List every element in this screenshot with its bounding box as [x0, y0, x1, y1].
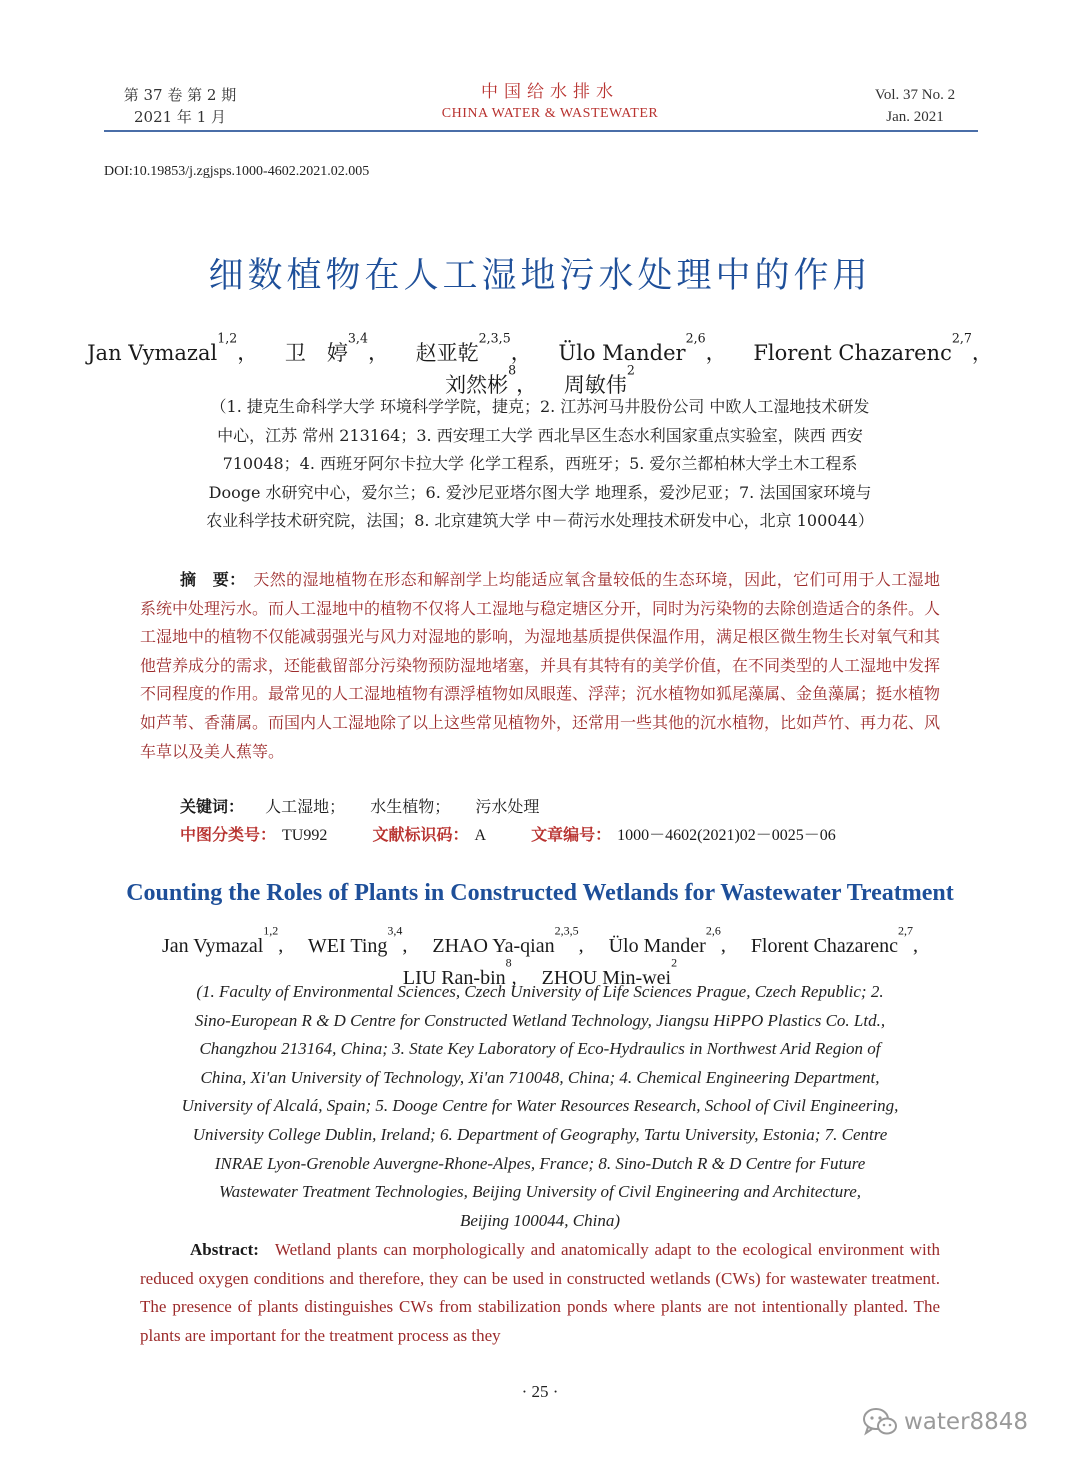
abstract-cn-label: 摘 要：: [180, 570, 246, 589]
keywords: [180, 795, 559, 819]
affiliation-line: Changzhou 213164, China; 3. State Key Laboratory of Eco-Hydraulics in Northwest Arid Region of: [199, 1039, 881, 1059]
journal-name-en: CHINA WATER & WASTEWATER: [441, 106, 659, 121]
author-cn: 卫 婷$^{3,4}$: [284, 330, 368, 365]
author-cn: Florent Chazarenc$^{2,7}$: [753, 330, 972, 365]
author-cn: 赵亚乾$^{2,3,5}$: [415, 330, 511, 365]
keyword: 水生植物；: [370, 797, 451, 816]
author-en: Ülo Mander$^{2,6}$: [608, 923, 721, 957]
affiliation-line: 中心，江苏 常州 213164；3. 西安理工大学 西北旱区生态水利国家重点实验室，陕西 西安: [217, 425, 863, 445]
issue-date: 2021 年 1 月: [133, 108, 227, 126]
affiliations-en: [140, 978, 940, 1235]
author-en: Florent Chazarenc$^{2,7}$: [750, 923, 913, 957]
author-cn: 周敏伟$^2$: [563, 362, 635, 397]
affiliation-line: 农业科学技术研究院，法国；8. 北京建筑大学 中－荷污水处理技术研发中心，北京 100044）: [206, 511, 874, 531]
journal-issue-info: [100, 84, 260, 128]
author-cn: Ülo Mander$^{2,6}$: [558, 330, 706, 365]
abstract-cn: [140, 566, 940, 766]
authors-en-line-2: LIU Ran-bin$^8$, ZHOU Min-wei$^2$: [402, 955, 678, 989]
doi: DOI:10.19853/j.zgjsps.1000-4602.2021.02.005: [104, 164, 370, 179]
affiliation-line: （1. 捷克生命科学大学 环境科学学院，捷克；2. 江苏河马井股份公司 中欧人工湿地技术研发: [210, 397, 870, 416]
author-en: ZHAO Ya-qian$^{2,3,5}$: [432, 923, 579, 957]
volume-date-en: Jan. 2021: [886, 109, 944, 125]
affiliation-line: University of Alcalá, Spain; 5. Dooge Centre for Water Resources Research, School of Civil Engineering,: [181, 1096, 899, 1116]
affiliation-line: University College Dublin, Ireland; 6. Department of Geography, Tartu University, Estonia; 7. Centre: [192, 1124, 888, 1144]
doc-code-label: 文献标识码：: [372, 825, 469, 844]
keyword: 污水处理: [475, 797, 540, 816]
header-divider: [104, 130, 978, 132]
affiliation-line: Dooge 水研究中心，爱尔兰；6. 爱沙尼亚塔尔图大学 地理系，爱沙尼亚；7. 法国国家环境与: [208, 482, 872, 502]
authors-cn-line-2: 刘然彬$^8$， 周敏伟$^2$: [445, 362, 635, 397]
doc-code-value: A: [474, 827, 487, 844]
authors-cn-line-1: Jan Vymazal$^{1,2}$， 卫 婷$^{3,4}$， 赵亚乾$^{2,3,5}$， Ülo Mander$^{2,6}$， Florent Chazarenc$^{2,7}$，: [87, 330, 993, 365]
issue-volume: 第 37 卷 第 2 期: [123, 86, 237, 104]
clc-value: TU992: [282, 827, 328, 844]
keyword: 人工湿地；: [265, 797, 346, 816]
wechat-icon: [862, 1407, 898, 1437]
affiliation-line: 710048；4. 西班牙阿尔卡拉大学 化学工程系，西班牙；5. 爱尔兰都柏林大学土木工程系: [222, 454, 858, 474]
abstract-en: [140, 1236, 940, 1350]
watermark-text: water8848: [904, 1409, 1029, 1435]
abstract-en-text: Wetland plants can morphologically and anatomically adapt to the ecological environment with reduced oxygen conditions and therefore, they can be used in constructed wetlands (CWs) for wastewater treatment. The presence of plants distinguishes CWs from stabilization ponds where plants are not intentionally planted. The plants are important for the treatment process as they: [140, 1240, 940, 1345]
affiliation-line: Sino-European R & D Centre for Constructed Wetland Technology, Jiangsu HiPPO Plastics Co. Ltd.,: [194, 1010, 886, 1030]
article-number-label: 文章编号：: [531, 825, 612, 844]
page-number: · 25 ·: [521, 1382, 559, 1401]
author-en: WEI Ting$^{3,4}$: [307, 923, 403, 957]
author-en: LIU Ran-bin$^8$: [402, 955, 512, 989]
abstract-en-label: Abstract:: [190, 1240, 259, 1259]
author-en: Jan Vymazal$^{1,2}$: [162, 923, 279, 957]
affiliations-cn: [120, 393, 960, 536]
author-cn: 刘然彬$^8$: [445, 362, 517, 397]
author-cn: Jan Vymazal$^{1,2}$: [87, 330, 238, 365]
classification: [180, 823, 876, 848]
title-cn: 细数植物在人工湿地污水处理中的作用: [208, 256, 872, 296]
affiliation-line: Beijing 100044, China): [459, 1210, 621, 1230]
affiliation-line: Wastewater Treatment Technologies, Beijing University of Civil Engineering and Architecture,: [219, 1182, 861, 1202]
affiliation-line: (1. Faculty of Environmental Sciences, Czech University of Life Sciences Prague, Czech Republic; 2.: [196, 982, 884, 1001]
journal-volume-en: [850, 84, 980, 128]
title-en: Counting the Roles of Plants in Constructed Wetlands for Wastewater Treatment: [126, 880, 954, 906]
abstract-cn-text: 天然的湿地植物在形态和解剖学上均能适应氧含量较低的生态环境，因此，它们可用于人工湿地系统中处理污水。而人工湿地中的植物不仅将人工湿地与稳定塘区分开，同时为污染物的去除创造适合的条件。人工湿地中的植物不仅能减弱强光与风力对湿地的影响，为湿地基质提供保温作用，满足根区微生物生长对氧气和其他营养成分的需求，还能截留部分污染物预防湿地堵塞，并具有其特有的美学价值，在不同类型的人工湿地中发挥不同程度的作用。最常见的人工湿地植物有漂浮植物如凤眼莲、浮萍；沉水植物如狐尾藻属、金鱼藻属；挺水植物如芦苇、香蒲属。而国内人工湿地除了以上这些常见植物外，还常用一些其他的沉水植物，比如芦竹、再力花、风车草以及美人蕉等。: [140, 570, 941, 761]
volume-number-en: Vol. 37 No. 2: [874, 87, 956, 103]
article-number-value: 1000－4602(2021)02－0025－06: [617, 827, 836, 844]
affiliation-line: INRAE Lyon-Grenoble Auvergne-Rhone-Alpes, France; 8. Sino-Dutch R & D Centre for Future: [214, 1153, 866, 1173]
affiliation-line: China, Xi'an University of Technology, Xi'an 710048, China; 4. Chemical Engineering Department,: [200, 1067, 880, 1087]
journal-name-cn: 中国给水排水: [481, 82, 619, 102]
watermark: [862, 1402, 1028, 1442]
keywords-label: 关键词：: [180, 797, 245, 816]
authors-en-line-1: Jan Vymazal$^{1,2}$, WEI Ting$^{3,4}$, ZHAO Ya-qian$^{2,3,5}$, Ülo Mander$^{2,6}$, Florent Chazarenc$^{2,7}$,: [162, 923, 918, 957]
clc-label: 中图分类号：: [180, 825, 277, 844]
author-en: ZHOU Min-wei$^2$: [541, 955, 678, 989]
journal-name: [380, 80, 720, 124]
